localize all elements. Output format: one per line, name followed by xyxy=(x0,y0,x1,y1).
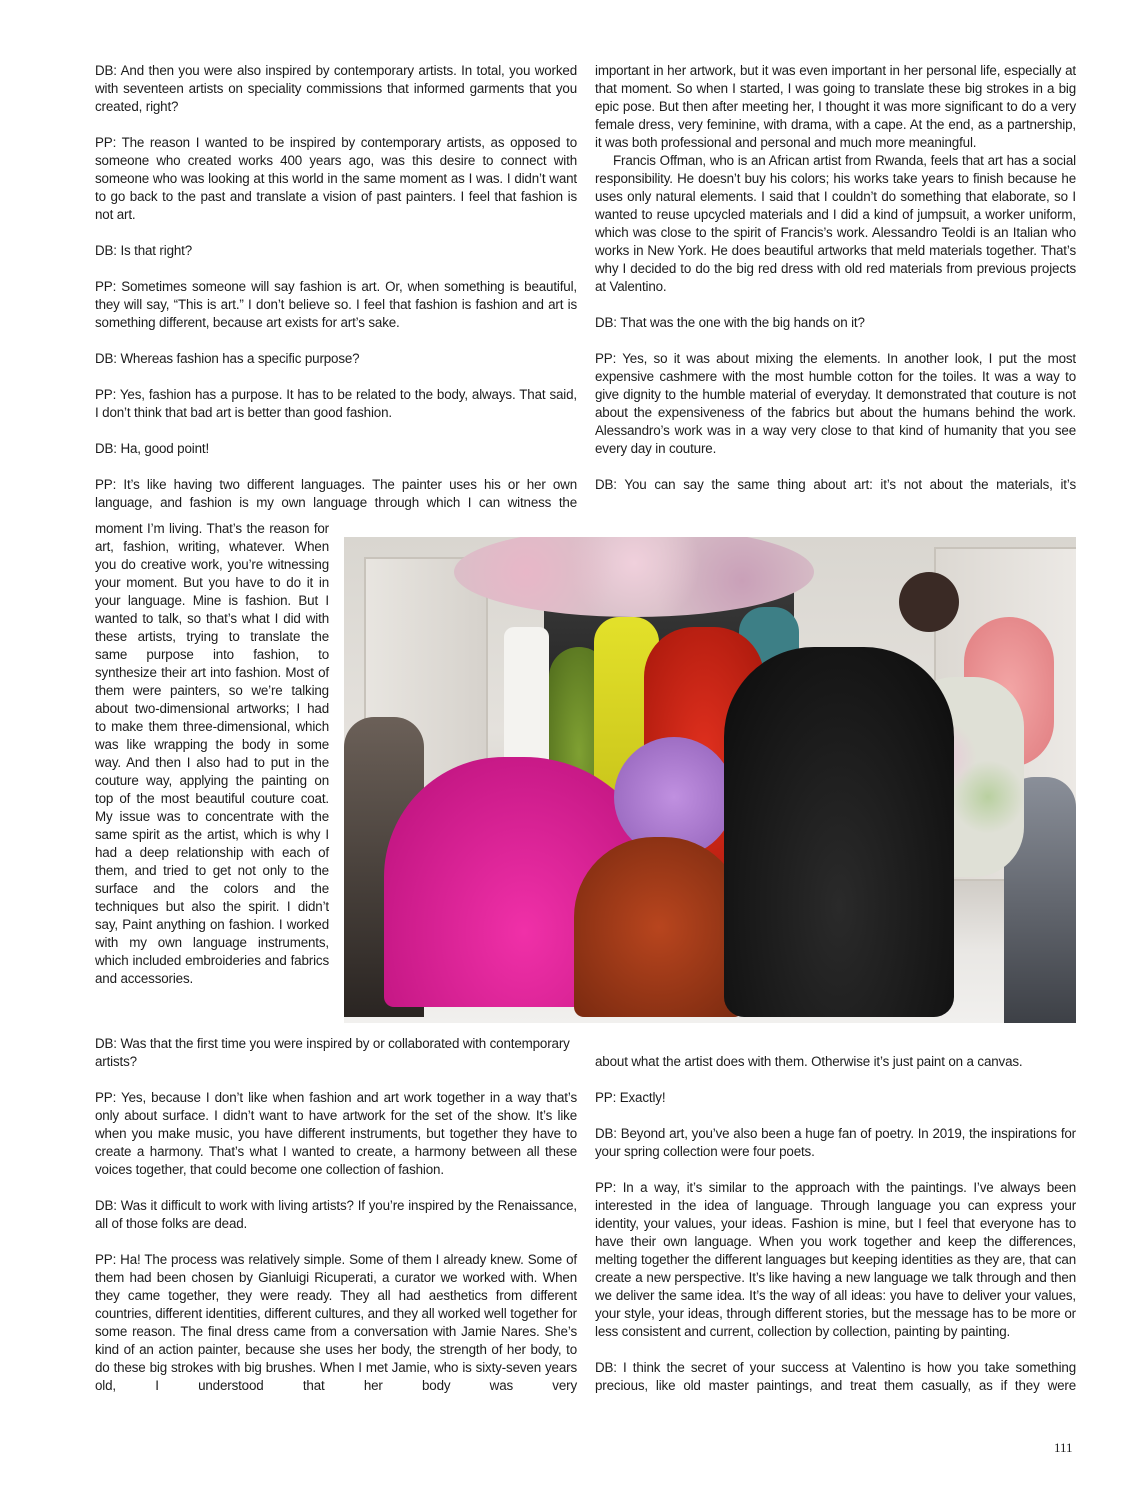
paragraph: DB: You can say the same thing about art: it’s not about the materials, it’s xyxy=(595,477,1076,492)
right-column-top xyxy=(595,62,1076,494)
paragraph: Francis Offman, who is an African artist from Rwanda, feels that art has a social responsibility. He doesn’t buy his colors; his works take years to finish because he uses only natural elements. I said that I couldn’t do something that elaborate, so I wanted to reuse upcycled materials and I did a kind of jumpsuit, a worker uniform, which was close to the spirit of Francis’s work. Alessandro Teoldi is an Italian who works in New York. He does beautiful artworks that meld materials together. That’s why I decided to do the big red dress with old red materials from previous projects at Valentino. xyxy=(595,153,1076,294)
paragraph-continued: about what the artist does with them. Otherwise it’s just paint on a canvas. xyxy=(595,1054,1023,1069)
runway-photo xyxy=(344,537,1076,1023)
paragraph: PP: Yes, because I don’t like when fashion and art work together in a way that’s only about surface. I didn’t want to have artwork for the set of the show. It’s like when you make music, you have different instruments, but together they have to create a harmony. That’s what I wanted to create, a harmony between all these voices together, that could become one collection of fashion. xyxy=(95,1090,577,1177)
paragraph: PP: Sometimes someone will say fashion is art. Or, when something is beautiful, they will say, “This is art.” I don’t believe so. I feel that fashion is fashion and art is something different, because art exists for art’s sake. xyxy=(95,279,577,330)
paragraph: PP: Ha! The process was relatively simple. Some of them I already knew. Some of them had been chosen by Gianluigi Ricuperati, a curator we worked with. When they came together, they were ready. They all had aesthetics from different countries, different identities, different cultures, and they all worked well together for some reason. The final dress came from a conversation with Jamie Nares. She’s kind of an action painter, because she uses her body, the strength of her body, to do these big strokes with big brushes. When I met Jamie, who is sixty-seven years old, I understood that her body was very xyxy=(95,1252,577,1393)
paragraph: PP: The reason I wanted to be inspired by contemporary artists, as opposed to someone who created works 400 years ago, was this desire to connect with someone who was looking at this world in the same moment as I was. I didn’t want to go back to the past and translate a vision of past painters. I feel that fashion is not art. xyxy=(95,135,577,222)
paragraph: DB: Was that the first time you were inspired by or collaborated with contemporary artists? xyxy=(95,1036,570,1069)
paragraph-continued: moment I’m living. That’s the reason for art, fashion, writing, whatever. When you do creative work, you’re witnessing your moment. But you have to do it in your language. Mine is fashion. But I wanted to talk, so that’s what I did with these artists, trying to translate the same purpose into fashion, to synthesize their art into fashion. Most of them were painters, so we’re talking about two-dimensional artworks; I had to make them three-dimensional, which was like wrapping the body in some way. And then I also had to put in the couture way, applying the painting on top of the most beautiful couture coat. My issue was to concentrate with the same spirit as the artist, which is why I had a deep relationship with each of them, and tried to get not only to the surface and the colors and the techniques but also the spirit. I didn’t say, Paint anything on fashion. I worked with my own language instruments, which included embroideries and fabrics and accessories. xyxy=(95,521,329,986)
left-narrow-column xyxy=(95,520,329,988)
paragraph: DB: Was it difficult to work with living artists? If you’re inspired by the Renaissance, all of those folks are dead. xyxy=(95,1198,577,1231)
left-column-bottom xyxy=(95,1035,577,1395)
paragraph: DB: And then you were also inspired by contemporary artists. In total, you worked with seventeen artists on speciality commissions that informed garments that you created, right? xyxy=(95,63,577,114)
paragraph: DB: Is that right? xyxy=(95,243,193,258)
paragraph: DB: Ha, good point! xyxy=(95,441,210,456)
paragraph: PP: Exactly! xyxy=(595,1090,666,1105)
paragraph: DB: That was the one with the big hands on it? xyxy=(595,315,865,330)
paragraph: important in her artwork, but it was even important in her personal life, especially at that moment. So when I started, I was going to translate these big strokes in a big epic pose. But then after meeting her, I thought it was more significant to do a very female dress, very feminine, with drama, with a cape. At the end, as a partnership, it was both professional and personal and much more meaningful. xyxy=(595,63,1076,150)
paragraph: PP: Yes, so it was about mixing the elements. In another look, I put the most expensive cashmere with the most humble cotton for the toiles. It was a way to give dignity to the humble material of everyday. It demonstrated that couture is not about the expensiveness of the fabrics but about the humans behind the work. Alessandro’s work was in a way very close to that kind of humanity that you see every day in couture. xyxy=(595,351,1076,456)
paragraph: PP: In a way, it’s similar to the approach with the paintings. I’ve always been interested in the idea of language. Through language you can express your identity, your values, your ideas. Fashion is mine, but I feel that everyone has to have their own language. When you work together and keep the differences, melting together the different languages but keeping identities as they are, that can create a new perspective. It’s like having a new language we talk through and then we deliver the same idea. It’s the way of all ideas: you have to deliver your values, your style, your ideas, through different stories, but the message has to be more or less consistent and current, collection by collection, painting by painting. xyxy=(595,1180,1076,1339)
paragraph: DB: Whereas fashion has a specific purpose? xyxy=(95,351,360,366)
paragraph: DB: Beyond art, you’ve also been a huge fan of poetry. In 2019, the inspirations for your spring collection were four poets. xyxy=(595,1126,1076,1159)
left-column-top xyxy=(95,62,577,512)
paragraph: DB: I think the secret of your success at Valentino is how you take something precious, like old master paintings, and treat them casually, as if they were xyxy=(595,1360,1076,1393)
page-number: 111 xyxy=(1054,1440,1073,1455)
paragraph: PP: Yes, fashion has a purpose. It has to be related to the body, always. That said, I don’t think that bad art is better than good fashion. xyxy=(95,387,577,420)
right-column-bottom xyxy=(595,1053,1076,1395)
paragraph: PP: It’s like having two different languages. The painter uses his or her own language, and fashion is my own language through which I can witness the xyxy=(95,477,577,510)
